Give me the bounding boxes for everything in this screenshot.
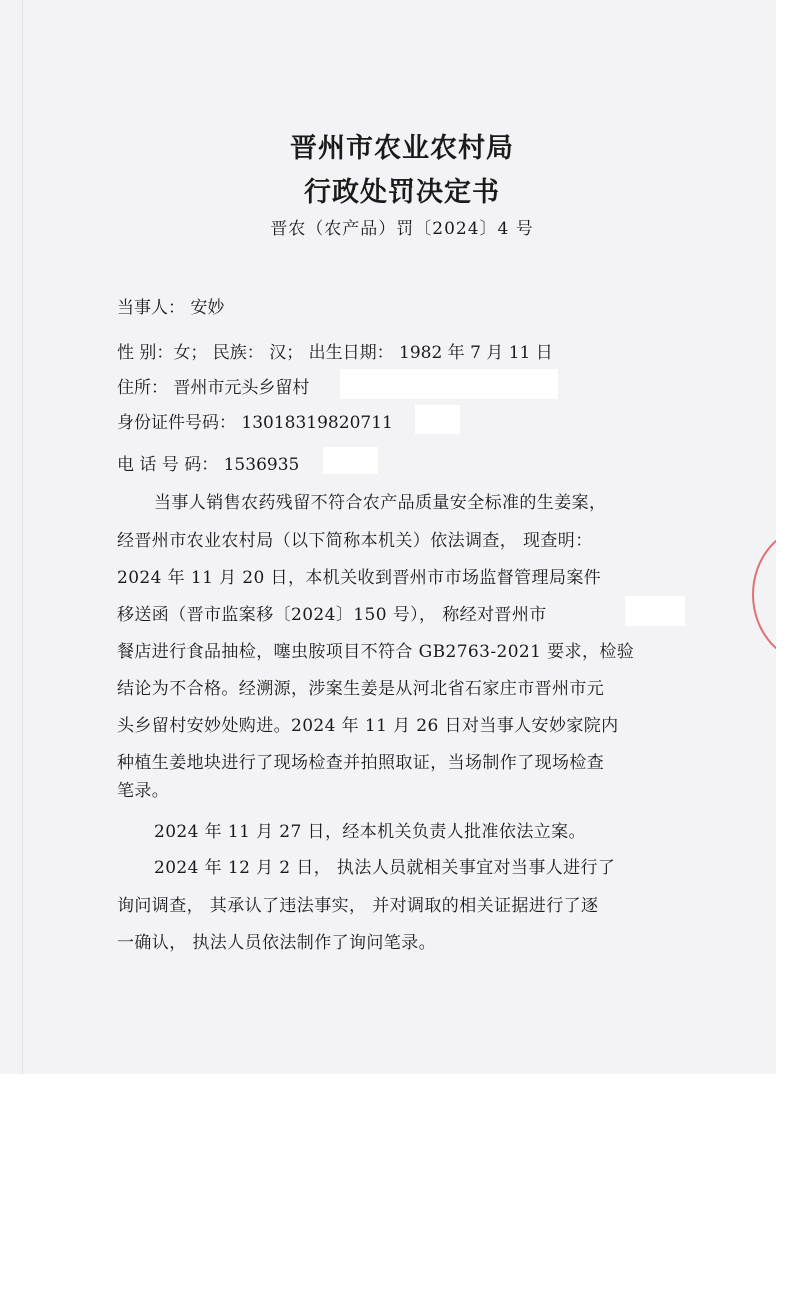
paragraph1-line: 经晋州市农业农村局（以下简称本机关）依法调查， 现查明： xyxy=(117,531,593,551)
party-phone-line: 电 话 号 码： 1536935 xyxy=(117,455,300,475)
paragraph3-line: 询问调查， 其承认了违法事实， 并对调取的相关证据进行了逐 xyxy=(117,896,599,916)
business-name-redaction xyxy=(625,596,685,626)
document-title-type: 行政处罚决定书 xyxy=(304,177,500,208)
party-id-line: 身份证件号码： 13018319820711 xyxy=(117,413,393,433)
paragraph1-line: 头乡留村安妙处购进。2024 年 11 月 26 日对当事人安妙家院内 xyxy=(117,716,619,736)
paragraph1-line: 结论为不合格。经溯源，涉案生姜是从河北省石家庄市晋州市元 xyxy=(117,679,605,699)
paragraph1-line: 移送函（晋市监案移〔2024〕150 号）， 称经对晋州市 xyxy=(117,605,547,625)
paragraph1-line: 种植生姜地块进行了现场检查并拍照取证，当场制作了现场检查 xyxy=(117,753,605,773)
document-number: 晋农（农产品）罚〔2024〕4 号 xyxy=(270,219,534,239)
party-address-line: 住所： 晋州市元头乡留村 xyxy=(117,378,310,398)
paragraph1-line: 笔录。 xyxy=(117,781,170,801)
party-name-line: 当事人： 安妙 xyxy=(117,298,225,318)
paragraph2: 2024 年 11 月 27 日，经本机关负责人批准依法立案。 xyxy=(154,822,586,842)
paragraph1-line: 2024 年 11 月 20 日，本机关收到晋州市市场监督管理局案件 xyxy=(117,568,602,588)
document-title-agency: 晋州市农业农村局 xyxy=(290,133,514,164)
party-basic-info-line: 性 别：女； 民族： 汉； 出生日期： 1982 年 7 月 11 日 xyxy=(117,343,553,363)
id-number-redaction xyxy=(415,405,460,434)
paragraph3-line: 2024 年 12 月 2 日， 执法人员就相关事宜对当事人进行了 xyxy=(154,858,616,878)
paragraph1-line: 餐店进行食品抽检，噻虫胺项目不符合 GB2763-2021 要求，检验 xyxy=(117,642,635,662)
paragraph1-line: 当事人销售农药残留不符合农产品质量安全标准的生姜案， xyxy=(154,493,607,513)
paragraph3-line: 一确认， 执法人员依法制作了询问笔录。 xyxy=(117,933,437,953)
official-seal-stamp xyxy=(752,525,776,664)
phone-redaction xyxy=(323,447,378,474)
address-redaction xyxy=(340,369,558,399)
